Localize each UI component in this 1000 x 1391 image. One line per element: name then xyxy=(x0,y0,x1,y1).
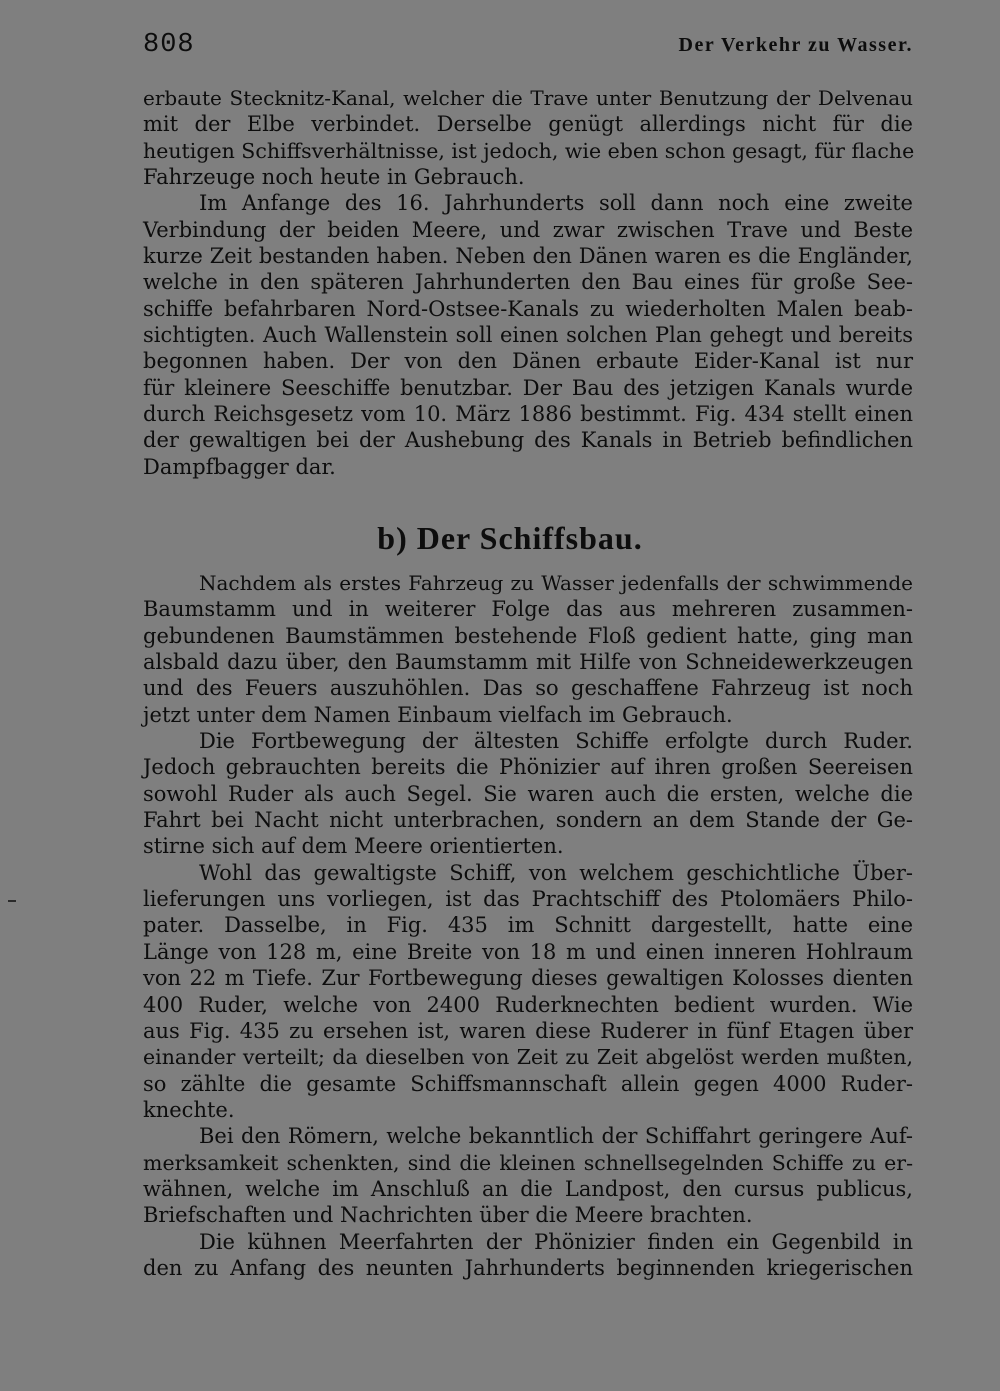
text-line: Länge von 128 m, eine Breite von 18 m und einen inneren Hohlraum xyxy=(143,939,913,964)
text-line: jetzt unter dem Namen Einbaum vielfach im Gebrauch. xyxy=(143,702,733,727)
text-line: von 22 m Tiefe. Zur Fortbewegung dieses gewaltigen Kolosses dienten xyxy=(143,966,913,991)
text-line: mit der Elbe verbindet. Derselbe genügt allerdings nicht für die xyxy=(143,112,913,137)
text-line: merksamkeit schenkten, sind die kleinen schnellsegelnden Schiffe zu er- xyxy=(143,1150,913,1175)
text-line: pater. Dasselbe, in Fig. 435 im Schnitt dargestellt, hatte eine xyxy=(143,913,913,938)
text-line: lieferungen uns vorliegen, ist das Prachtschiff des Ptolomäers Philo- xyxy=(143,887,913,912)
text-line: Fahrzeuge noch heute in Gebrauch. xyxy=(143,165,525,190)
text-line: erbaute Stecknitz-Kanal, welcher die Trave unter Benutzung der Delvenau xyxy=(143,86,913,110)
text-line: 400 Ruder, welche von 2400 Ruderknechten bedient wurden. Wie xyxy=(143,992,913,1017)
text-line: Im Anfange des 16. Jahrhunderts soll dann noch eine zweite xyxy=(199,191,913,216)
section-heading: b) Der Schiffsbau. xyxy=(377,520,643,556)
text-line: Verbindung der beiden Meere, und zwar zwischen Trave und Beste xyxy=(143,217,913,242)
text-line: einander verteilt; da dieselben von Zeit zu Zeit abgelöst werden mußten, xyxy=(143,1045,913,1070)
text-line: der gewaltigen bei der Aushebung des Kanals in Betrieb befindlichen xyxy=(143,428,913,453)
running-title: Der Verkehr zu Wasser. xyxy=(678,34,913,56)
text-line: begonnen haben. Der von den Dänen erbaute Eider-Kanal ist nur xyxy=(143,349,913,374)
text-line: schiffe befahrbaren Nord-Ostsee-Kanals zu wiederholten Malen beab- xyxy=(143,296,913,321)
text-line: heutigen Schiffsverhältnisse, ist jedoch, wie eben schon gesagt, für flache xyxy=(143,138,915,163)
text-line: wähnen, welche im Anschluß an die Landpost, den cursus publicus, xyxy=(143,1176,913,1201)
text-line: den zu Anfang des neunten Jahrhunderts beginnenden kriegerischen xyxy=(143,1255,913,1280)
text-line: welche in den späteren Jahrhunderten den Bau eines für große See- xyxy=(143,270,913,295)
text-line: knechte. xyxy=(143,1097,235,1122)
page-number: 808 xyxy=(143,30,195,60)
page-header xyxy=(143,30,913,64)
text-line: Wohl das gewaltigste Schiff, von welchem geschichtliche Über- xyxy=(199,860,913,885)
margin-mark xyxy=(8,900,16,902)
text-line: sowohl Ruder als auch Segel. Sie waren auch die ersten, welche die xyxy=(143,781,913,806)
text-line: für kleinere Seeschiffe benutzbar. Der Bau des jetzigen Kanals wurde xyxy=(143,375,913,400)
text-line: aus Fig. 435 zu ersehen ist, waren diese Ruderer in fünf Etagen über xyxy=(143,1018,913,1043)
text-line: und des Feuers auszuhöhlen. Das so geschaffene Fahrzeug ist noch xyxy=(143,676,913,701)
text-line: Bei den Römern, welche bekanntlich der Schiffahrt geringere Auf- xyxy=(199,1124,913,1149)
text-line: Die kühnen Meerfahrten der Phönizier finden ein Gegenbild in xyxy=(199,1229,913,1254)
text-line: sichtigten. Auch Wallenstein soll einen solchen Plan gehegt und bereits xyxy=(143,323,913,348)
text-line: Jedoch gebrauchten bereits die Phönizier auf ihren großen Seereisen xyxy=(143,755,913,780)
text-line: durch Reichsgesetz vom 10. März 1886 bestimmt. Fig. 434 stellt einen xyxy=(143,402,913,427)
text-line: Briefschaften und Nachrichten über die Meere brachten. xyxy=(143,1203,753,1228)
text-line: kurze Zeit bestanden haben. Neben den Dänen waren es die Engländer, xyxy=(143,244,913,269)
text-line: alsbald dazu über, den Baumstamm mit Hilfe von Schneidewerkzeugen xyxy=(143,650,913,675)
text-line: Dampfbagger dar. xyxy=(143,454,336,479)
text-line: Nachdem als erstes Fahrzeug zu Wasser jedenfalls der schwimmende xyxy=(199,571,913,595)
paragraph-block-1 xyxy=(143,85,913,480)
text-line: Fahrt bei Nacht nicht unterbrachen, sondern an dem Stande der Ge- xyxy=(143,808,913,833)
paragraph-block-2 xyxy=(143,570,913,1281)
text-line: so zählte die gesamte Schiffsmannschaft allein gegen 4000 Ruder- xyxy=(143,1071,913,1096)
text-line: stirne sich auf dem Meere orientierten. xyxy=(143,834,564,859)
text-line: Die Fortbewegung der ältesten Schiffe erfolgte durch Ruder. xyxy=(199,729,913,754)
text-line: gebundenen Baumstämmen bestehende Floß gedient hatte, ging man xyxy=(143,623,913,648)
text-line: Baumstamm und in weiterer Folge das aus mehreren zusammen- xyxy=(143,597,913,622)
